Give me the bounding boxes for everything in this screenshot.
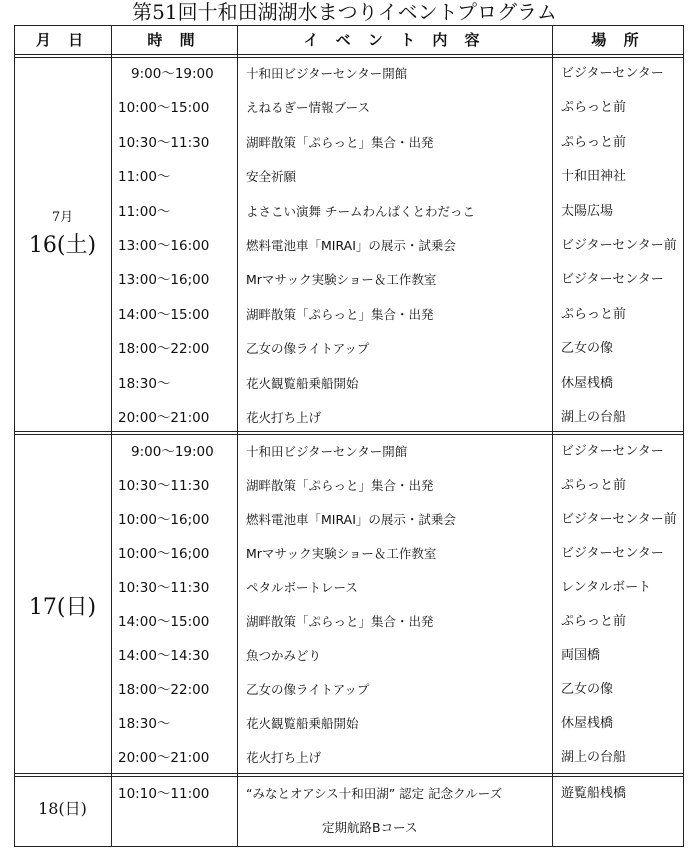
event-cell: Mrマサック実験ショー＆工作教室 xyxy=(246,546,437,561)
table-row xyxy=(0,435,689,469)
table-row xyxy=(0,332,689,366)
place-cell: ぷらっと前 xyxy=(561,306,627,322)
place-cell: 乙女の像 xyxy=(561,341,614,357)
place-cell: ぷらっと前 xyxy=(561,134,627,150)
table-row xyxy=(0,503,689,537)
table-row xyxy=(0,229,689,263)
time-cell: 20:00〜21:00 xyxy=(118,750,210,766)
time-cell: 18:30〜 xyxy=(118,716,171,732)
place-cell: 太陽広場 xyxy=(561,203,614,219)
time-cell: 10:10〜11:00 xyxy=(118,786,210,802)
table-row xyxy=(0,537,689,571)
time-cell: 11:00〜 xyxy=(118,203,171,220)
table-row xyxy=(0,469,689,503)
place-cell: ビジターセンター xyxy=(561,272,664,288)
table-row xyxy=(0,57,689,91)
event-cell: 燃料電池車「MIRAI」の展示・試乗会 xyxy=(246,512,456,527)
event-cell: 燃料電池車「MIRAI」の展示・試乗会 xyxy=(246,238,456,253)
table-row xyxy=(0,707,689,741)
event-cell: 花火観覧船乗船開始 xyxy=(246,375,359,391)
event-cell: 花火打ち上げ xyxy=(246,750,322,765)
table-row xyxy=(0,571,689,605)
place-cell: ビジターセンター xyxy=(561,444,664,459)
place-cell: 湖上の台船 xyxy=(561,410,627,425)
header-place: 場 所 xyxy=(591,31,645,49)
event-cell: 定期航路Bコース xyxy=(322,820,418,835)
place-cell: ぷらっと前 xyxy=(561,478,627,493)
table-row xyxy=(0,195,689,229)
table-row xyxy=(0,401,689,435)
place-cell: レンタルボート xyxy=(561,580,652,595)
day2-date: 17(日) xyxy=(28,595,97,620)
time-cell: 11:00〜 xyxy=(118,169,171,186)
event-cell: 安全祈願 xyxy=(246,169,297,185)
time-cell: 18:30〜 xyxy=(118,375,171,392)
table-row xyxy=(0,126,689,160)
event-cell: 十和田ビジターセンター開館 xyxy=(246,66,408,81)
event-cell: 湖畔散策「ぷらっと」集合・出発 xyxy=(246,614,434,629)
event-cell: 魚つかみどり xyxy=(246,648,322,663)
place-cell: ビジターセンター xyxy=(561,66,664,81)
table-row xyxy=(0,673,689,707)
place-cell: 休屋桟橋 xyxy=(561,375,614,391)
place-cell: 十和田神社 xyxy=(561,169,627,185)
event-cell: ペタルボートレース xyxy=(246,580,358,595)
time-cell: 18:00〜22:00 xyxy=(118,682,210,698)
event-cell: 十和田ビジターセンター開館 xyxy=(246,444,408,459)
place-cell: ビジターセンター xyxy=(561,546,664,561)
day3-date: 18(日) xyxy=(38,799,87,818)
event-cell: 湖畔散策「ぷらっと」集合・出発 xyxy=(246,134,434,150)
time-cell: 14:00〜15:00 xyxy=(118,614,210,630)
event-cell: えねるぎー情報ブース xyxy=(246,100,371,116)
event-cell: 乙女の像ライトアップ xyxy=(246,341,370,357)
place-cell: 乙女の像 xyxy=(561,682,614,697)
table-row xyxy=(0,263,689,297)
event-cell: 花火観覧船乗船開始 xyxy=(246,716,359,731)
place-cell: 湖上の台船 xyxy=(561,750,627,765)
time-cell: 10:30〜11:30 xyxy=(118,478,210,494)
event-cell: 湖畔散策「ぷらっと」集合・出発 xyxy=(246,306,434,322)
table-row xyxy=(0,298,689,332)
time-cell: 13:00〜16:00 xyxy=(118,238,210,254)
place-cell: 休屋桟橋 xyxy=(561,716,614,731)
place-cell: 両国橋 xyxy=(561,648,601,663)
table-row xyxy=(0,639,689,673)
time-cell: 10:00〜15:00 xyxy=(118,100,210,117)
event-cell: 湖畔散策「ぷらっと」集合・出発 xyxy=(246,478,434,493)
table-row-continuation xyxy=(0,811,689,845)
time-cell: 14:00〜15:00 xyxy=(118,306,210,323)
table-row xyxy=(0,605,689,639)
event-cell: Mrマサック実験ショー＆工作教室 xyxy=(246,272,437,288)
header-event: イ ベ ン ト 内 容 xyxy=(303,31,486,49)
table-row xyxy=(0,777,689,811)
header-date: 月 日 xyxy=(35,31,90,49)
time-cell: 10:30〜11:30 xyxy=(118,580,210,596)
event-cell: 花火打ち上げ xyxy=(246,410,322,425)
time-cell: 20:00〜21:00 xyxy=(118,410,210,426)
table-row xyxy=(0,160,689,194)
table-row xyxy=(0,741,689,775)
page-title: 第51回十和田湖湖水まつりイベントプログラム xyxy=(132,0,557,24)
day1-month: 7月 xyxy=(51,210,74,225)
table-row xyxy=(0,91,689,125)
time-cell: 10:00〜16;00 xyxy=(118,546,210,562)
time-cell: 10:30〜11:30 xyxy=(118,134,210,151)
header-time: 時 間 xyxy=(147,31,201,49)
time-cell: 14:00〜14:30 xyxy=(118,648,210,664)
event-cell: 乙女の像ライトアップ xyxy=(246,682,370,697)
event-cell: “みなとオアシス十和田湖” 認定 記念クルーズ xyxy=(246,786,503,801)
table-row xyxy=(0,367,689,401)
place-cell: ビジターセンター前 xyxy=(561,512,677,527)
day1-date: 16(土) xyxy=(28,233,97,258)
time-cell: 13:00〜16;00 xyxy=(118,272,210,289)
time-cell: 18:00〜22:00 xyxy=(118,341,210,358)
time-cell: 9:00〜19:00 xyxy=(131,444,214,460)
place-cell: ぷらっと前 xyxy=(561,614,627,629)
event-cell: よさこい演舞 チームわんぱくとわだっこ xyxy=(246,203,475,219)
place-cell: 遊覧船桟橋 xyxy=(561,786,627,801)
place-cell: ビジターセンター前 xyxy=(561,238,677,253)
time-cell: 10:00〜16;00 xyxy=(118,512,210,528)
time-cell: 9:00〜19:00 xyxy=(131,66,214,82)
place-cell: ぷらっと前 xyxy=(561,100,627,116)
